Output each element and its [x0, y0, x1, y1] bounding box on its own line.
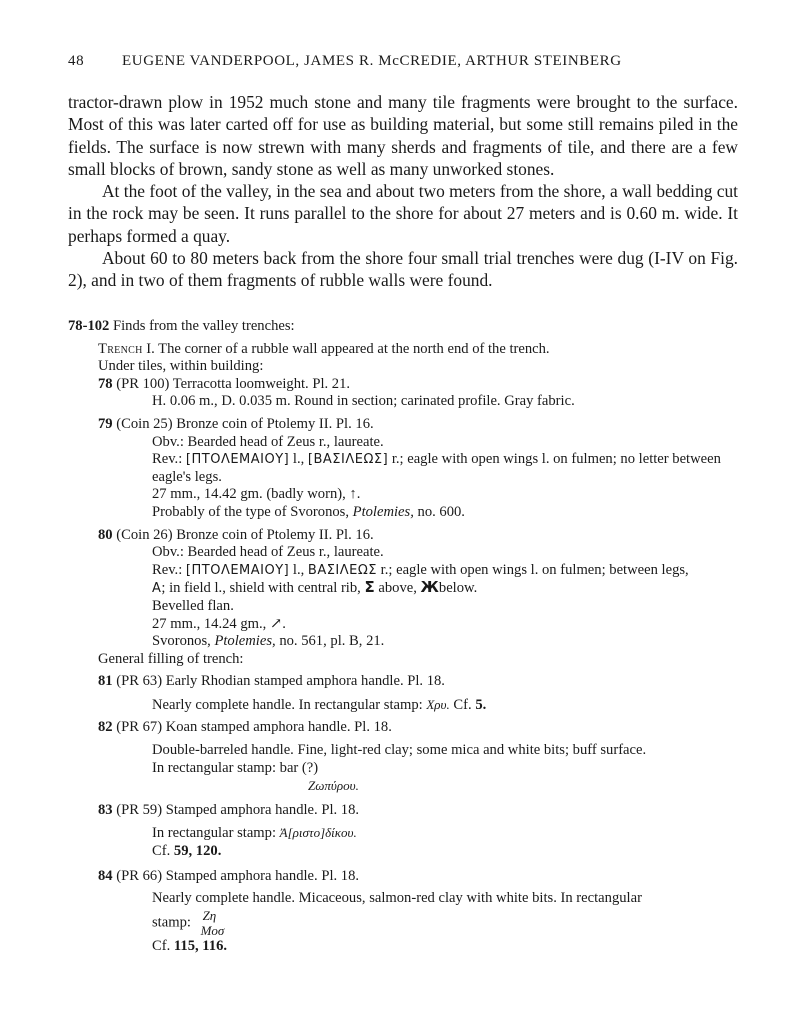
- stamp-line-2: Μοσ: [200, 922, 225, 938]
- item-80-reference: [68, 633, 740, 651]
- catalogue: [68, 318, 740, 955]
- item-number: 83: [98, 801, 113, 818]
- item-heading: (PR 67) Koan stamped amphora handle. Pl. 18.: [116, 719, 392, 736]
- paragraph-2: At the foot of the valley, in the sea and about two meters from the shore, a wall bedding cut in the rock may be seen. It runs parallel to the shore for about 27 meters and is 0.60 m. wide. It perhaps formed a quay.: [68, 181, 738, 246]
- item-heading: (PR 66) Stamped amphora handle. Pl. 18.: [116, 867, 360, 884]
- monogram-sigma-icon: Σ: [364, 578, 375, 597]
- trench-label: Trench: [98, 340, 143, 357]
- rev-legend-2: ΒΑΣΙΛΕΩΣ: [307, 562, 378, 578]
- catalogue-item-80: [68, 527, 740, 545]
- range-label: 78-102: [68, 318, 110, 334]
- item-84-cf: [68, 938, 740, 956]
- item-80-flan: Bevelled flan.: [152, 597, 234, 614]
- catalogue-item-83: [68, 802, 740, 820]
- stamp-text: Ἀ[ριστο]δίκου.: [279, 825, 357, 841]
- body-paragraphs: [68, 91, 738, 292]
- trench-text: I. The corner of a rubble wall appeared at the north end of the trench.: [146, 340, 550, 357]
- item-number: 78: [98, 375, 113, 392]
- item-83-cf: [68, 843, 740, 861]
- catalogue-item-79: [68, 416, 740, 434]
- die-axis-up-arrow-icon: ↑.: [349, 486, 361, 503]
- item-79-reverse: [68, 451, 740, 486]
- stamp-line-1: Ζη: [202, 907, 217, 923]
- item-number: 80: [98, 526, 113, 543]
- item-number: 84: [98, 867, 113, 884]
- rev-label: Rev.:: [152, 451, 183, 468]
- rev-legend-1: [ΠΤΟΛΕΜΑΙΟΥ]: [185, 452, 290, 468]
- item-heading: (PR 100) Terracotta loomweight. Pl. 21.: [116, 375, 351, 392]
- range-text: Finds from the valley trenches:: [113, 318, 295, 334]
- paragraph-1: tractor-drawn plow in 1952 much stone and many tile fragments were brought to the surface. Most of this was later carted off for use as building material, but some still remains piled in the fields. The surface is now strewn with many sherds and fragments of tile, and there are a few small blocks of brown, sandy stone as well as many unworked stones.: [68, 92, 738, 179]
- below-text: below.: [438, 580, 478, 597]
- coin-size: 27 mm., 14.24 gm.,: [152, 615, 267, 632]
- page-number: 48: [68, 53, 85, 69]
- stamp-label: In rectangular stamp:: [152, 825, 276, 842]
- stamp-label: stamp:: [152, 914, 191, 931]
- item-78-description: H. 0.06 m., D. 0.035 m. Round in section; carinated profile. Gray fabric.: [152, 393, 575, 410]
- item-79-size: [68, 486, 740, 504]
- item-80-obverse: Obv.: Bearded head of Zeus r., laureate.: [152, 544, 384, 561]
- item-79-reference: [68, 504, 740, 522]
- ref-title: Ptolemies,: [352, 503, 414, 520]
- cf-ref: 5.: [475, 696, 487, 713]
- paragraph-3: About 60 to 80 meters back from the shore four small trial trenches were dug (I-IV on Fig. 2), and in two of them fragments of rubble walls were found.: [68, 248, 738, 291]
- item-heading: (PR 59) Stamped amphora handle. Pl. 18.: [116, 801, 360, 818]
- rev-rest: r.; eagle with open wings l. on fulmen; no letter between eagle's legs.: [152, 451, 721, 485]
- rev-label: Rev.:: [152, 561, 183, 578]
- item-82-description: Double-barreled handle. Fine, light-red clay; some mica and white bits; buff surface.: [152, 742, 647, 759]
- cf-ref: 59, 120.: [173, 843, 222, 860]
- trench-heading: [68, 341, 740, 359]
- ref-title: Ptolemies,: [214, 633, 276, 650]
- catalogue-item-81: [68, 673, 740, 691]
- under-tiles-heading: Under tiles, within building:: [98, 358, 264, 375]
- cf-pre: Cf.: [152, 937, 171, 954]
- stamp-text: Χρυ.: [426, 696, 450, 712]
- item-80-size: [68, 616, 740, 634]
- rev-mid: l.,: [289, 451, 308, 468]
- cf-pre: Cf.: [453, 696, 472, 713]
- item-desc: Nearly complete handle. In rectangular stamp:: [152, 696, 423, 713]
- rev-mid: l.,: [289, 561, 308, 578]
- item-82-stamp: Ζωπύρου.: [308, 778, 359, 794]
- field-text: ; in field l., shield with central rib,: [161, 580, 361, 597]
- item-84-description: Nearly complete handle. Micaceous, salmon-red clay with white bits. In rectangular: [152, 890, 642, 907]
- stamp-two-line: [201, 908, 225, 938]
- ref-pre: Probably of the type of Svoronos,: [152, 503, 349, 520]
- rev-legend-2: [ΒΑΣΙΛΕΩΣ]: [307, 452, 389, 468]
- item-82-stamp-label: In rectangular stamp: bar (?): [152, 759, 319, 776]
- item-number: 79: [98, 415, 113, 432]
- coin-size: 27 mm., 14.42 gm. (badly worn),: [152, 486, 346, 503]
- ref-pre: Svoronos,: [152, 633, 211, 650]
- item-80-reverse: [68, 562, 740, 580]
- cf-pre: Cf.: [152, 843, 171, 860]
- rev-rest: r.; eagle with open wings l. on fulmen; between legs,: [377, 561, 689, 578]
- running-header-authors: EUGENE VANDERPOOL, JAMES R. McCREDIE, ARTHUR STEINBERG: [122, 53, 622, 69]
- above-text: above,: [378, 580, 417, 597]
- die-axis-arrow-icon: ↗.: [269, 615, 286, 632]
- ref-post: no. 561, pl. B, 21.: [279, 633, 385, 650]
- item-83-stamp: [68, 824, 740, 843]
- catalogue-item-82: [68, 719, 740, 737]
- ref-post: no. 600.: [417, 503, 465, 520]
- item-heading: (PR 63) Early Rhodian stamped amphora handle. Pl. 18.: [116, 673, 445, 690]
- item-heading: (Coin 25) Bronze coin of Ptolemy II. Pl. 16.: [116, 415, 374, 432]
- monogram-icon: Ж: [420, 578, 439, 597]
- catalogue-item-84: [68, 868, 740, 886]
- item-number: 82: [98, 719, 113, 736]
- item-80-field: [68, 579, 740, 598]
- rev-legend-1: [ΠΤΟΛΕΜΑΙΟΥ]: [185, 562, 290, 578]
- catalogue-range-heading: [68, 318, 740, 336]
- item-number: 81: [98, 673, 113, 690]
- item-84-stamp: [68, 908, 740, 938]
- item-heading: (Coin 26) Bronze coin of Ptolemy II. Pl. 16.: [116, 526, 374, 543]
- cf-ref: 115, 116.: [173, 937, 228, 954]
- item-81-description: [68, 696, 740, 715]
- item-79-obverse: Obv.: Bearded head of Zeus r., laureate.: [152, 433, 384, 450]
- catalogue-item-78: [68, 376, 740, 394]
- letter-a: A: [152, 581, 162, 597]
- general-filling-heading: General filling of trench:: [98, 650, 244, 667]
